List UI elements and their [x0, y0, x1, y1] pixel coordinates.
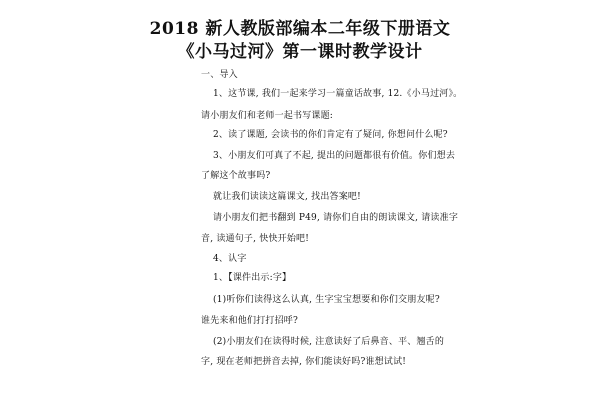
document-subtitle: 《小马过河》第一课时教学设计: [177, 42, 423, 62]
paragraph-line: (1)听你们读得这么认真, 生字宝宝想要和你们交朋友呢?: [213, 295, 440, 305]
paragraph-line: 谁先来和他们打打招呼?: [201, 316, 299, 326]
paragraph-line: 请小朋友们把书翻到 P49, 请你们自由的朗读课文, 请读准字: [213, 213, 459, 223]
paragraph-line: (2)小朋友们在读得时候, 注意读好了后鼻音、平、翘舌的: [213, 337, 445, 347]
paragraph-line: 1、这节课, 我们一起来学习一篇童话故事, 12.《小马过河》。: [213, 89, 463, 99]
paragraph-line: 音, 读通句子, 快快开始吧!: [201, 234, 310, 244]
paragraph-line: 2、读了课题, 会读书的你们肯定有了疑问, 你想问什么呢?: [213, 130, 448, 140]
paragraph-line: 就让我们读读这篇课文, 找出答案吧!: [213, 192, 361, 202]
section-heading-intro: 一、导入: [201, 70, 238, 80]
paragraph-line: 请小朋友们和老师一起书写课题:: [201, 111, 334, 121]
paragraph-line: 字, 现在老师把拼音去掉, 你们能读好吗?谁想试试!: [201, 357, 407, 367]
paragraph-line: 了解这个故事吗?: [201, 171, 271, 181]
paragraph-line: 1、【课件出示:字】: [213, 273, 292, 283]
document-title: 2018 新人教版部编本二年级下册语文: [149, 19, 451, 39]
paragraph-line: 3、小朋友们可真了不起, 提出的问题都很有价值。你们想去: [213, 151, 456, 161]
section-heading-characters: 4、认字: [213, 254, 247, 264]
